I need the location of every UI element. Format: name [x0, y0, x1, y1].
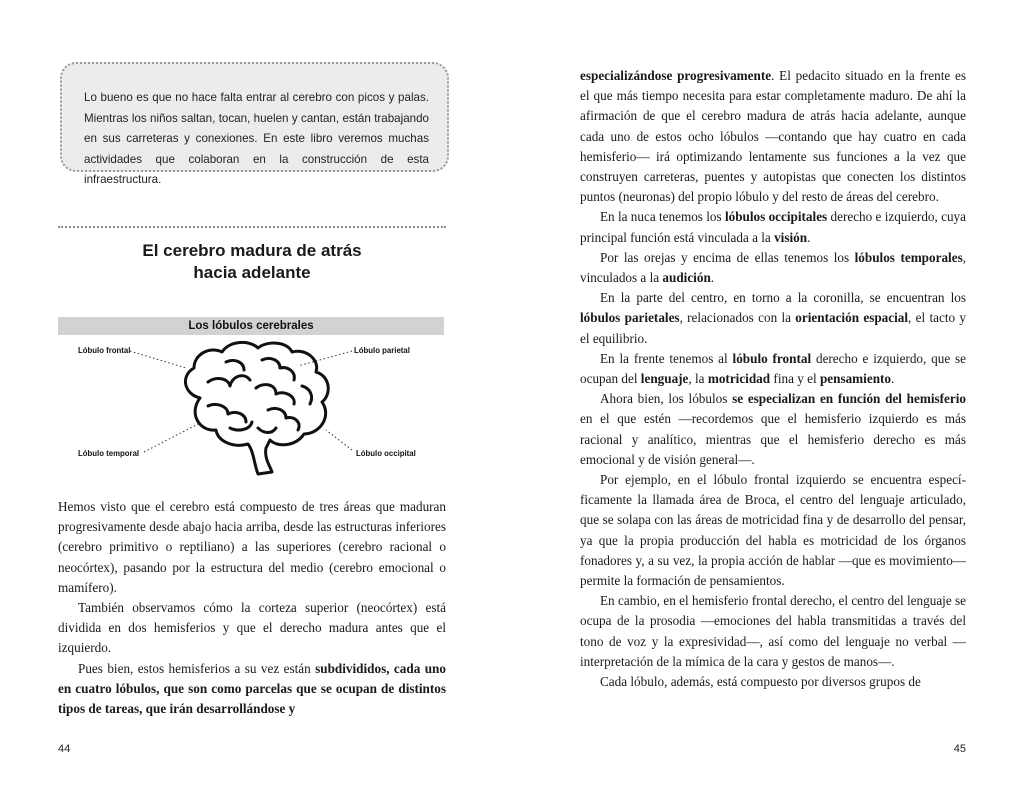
bold-run: lóbulo frontal	[732, 350, 812, 366]
label-parietal: Lóbulo parietal	[354, 346, 410, 355]
text-run: .	[710, 270, 715, 286]
leader-occipital	[326, 430, 352, 450]
text-run: en el que estén —recordemos que el hemisferio izquierdo es más racional y analítico, mientras que el hemisferio derecho es más emocional y de visión general—.	[580, 411, 966, 467]
paragraph: También observamos cómo la corteza superior (neocórtex) está dividida en dos hemisferios y que el derecho madura antes que el izquierdo.	[58, 600, 446, 656]
leader-frontal	[130, 351, 186, 368]
bold-run: lenguaje	[640, 371, 689, 387]
paragraph	[580, 248, 966, 288]
label-temporal: Lóbulo temporal	[78, 449, 140, 458]
bold-run: se especializan en función del hemisferio	[732, 391, 967, 407]
paragraph	[580, 389, 966, 470]
text-run: .	[807, 229, 811, 245]
heading-line-1: El cerebro madura de atrás	[142, 241, 362, 260]
brain-illustration	[58, 336, 446, 486]
text-run: .	[891, 371, 895, 387]
leader-temporal	[144, 424, 198, 452]
bold-run: motricidad	[707, 371, 771, 387]
left-body-text	[58, 497, 446, 719]
paragraph	[580, 66, 966, 207]
paragraph: Hemos visto que el cerebro está compuesto de tres áreas que maduran progresivamente desde abajo hacia arriba, desde las estructuras inferiores (cerebro primitivo o reptiliano) a las superiores (cerebro racional o neocórtex), pasando por la estructura del medio (cerebro emocional o mamífero).	[58, 499, 446, 595]
text-run: Ahora bien, los lóbulos	[600, 391, 733, 407]
text-run: En la nuca tenemos los	[600, 209, 725, 225]
section-heading	[58, 240, 446, 284]
callout-box	[60, 62, 449, 186]
paragraph: Cada lóbulo, además, está compuesto por diversos grupos de	[600, 674, 921, 690]
paragraph: Por ejemplo, en el lóbulo frontal izquierdo se encuentra específicamente la llamada área de Broca, el centro del lenguaje articulado, que se solapa con las áreas de motricidad fina y de desarrollo del pensar, ya que la propia producción del habla es motricidad de los órganos fonadores y, a su vez, la propia acción de hablar —que es movimiento— permite la formación de pensamientos.	[580, 472, 966, 589]
bold-run: visión	[774, 229, 808, 245]
text-run: Por las orejas y encima de ellas tenemos los	[600, 249, 855, 265]
bold-run: pensamiento	[819, 371, 892, 387]
bold-run: audición	[662, 270, 711, 286]
callout-text: Lo bueno es que no hace falta entrar al cerebro con picos y palas. Mientras los niños saltan, tocan, huelen y cantan, están trabajando en sus carreteras y conexiones. En este libro veremos muchas actividades que colaboran en la construcción de esta infraestructura.	[84, 91, 429, 186]
paragraph: En cambio, en el hemisferio frontal derecho, el centro del lenguaje se ocupa de la prosodia —emociones del habla transmitidas a través del tono de voz y la expresividad—, así como del lenguaje no verbal —interpretación de la mímica de la cara y gestos de manos—.	[580, 593, 966, 669]
text-run: , vinculados a la	[580, 249, 966, 286]
paragraph	[58, 659, 446, 720]
bold-run: especializándose progresivamente	[580, 68, 772, 83]
text-run: , el tacto y el equilibrio.	[580, 310, 966, 346]
text-run: fina y el	[770, 371, 820, 387]
bold-run: subdivididos, cada uno en cuatro lóbulos, que son como parcelas que se ocupan de distintos tipos de tareas, que irán desarrollándose y	[58, 660, 446, 717]
text-run: Pues bien, estos hemisferios a su vez están	[78, 660, 316, 676]
paragraph	[580, 207, 966, 247]
heading-line-2: hacia adelante	[193, 263, 311, 282]
text-run: En la frente tenemos al	[600, 350, 733, 366]
figure-title: Los lóbulos cerebrales	[58, 317, 444, 335]
brain-figure	[58, 336, 446, 486]
paragraph	[580, 288, 966, 349]
bold-run: lóbulos parietales	[580, 310, 680, 326]
label-occipital: Lóbulo occipital	[356, 449, 416, 458]
text-run: En la parte del centro, en torno a la coronilla, se encuentran los	[600, 290, 966, 306]
text-run: , la	[688, 371, 708, 387]
text-run: . El pedacito situado en la frente es el que más tiempo necesita para estar completamente maduro. De ahí la afirmación de que el cerebro madura de atrás hacia adelante, aunque cada uno de estos ocho lóbulos —contando que hay cuatro en cada hemisferio— irá optimizando lentamente sus funciones a la vez que construyen carreteras, puentes y autopistas que conecten los distintos puntos (neuronas) del propio lóbulo y del resto de áreas del cerebro.	[580, 68, 966, 205]
page-number: 44	[58, 743, 71, 755]
bold-run: orientación espacial	[795, 310, 909, 326]
section-divider	[58, 226, 446, 228]
bold-run: lóbulos occipitales	[724, 209, 828, 225]
right-body-text	[580, 66, 966, 692]
page-number: 45	[953, 743, 966, 755]
brain-icon	[185, 342, 328, 474]
text-run: , relacionados con la	[679, 310, 796, 326]
bold-run: lóbulos temporales	[854, 249, 963, 265]
paragraph	[580, 349, 966, 389]
text-run: derecho e izquierdo, que se ocupan del	[580, 350, 966, 387]
text-run: derecho e izquierdo, cuya principal función está vinculada a la	[580, 209, 967, 245]
right-page	[512, 0, 1024, 785]
label-frontal: Lóbulo frontal	[78, 346, 131, 355]
